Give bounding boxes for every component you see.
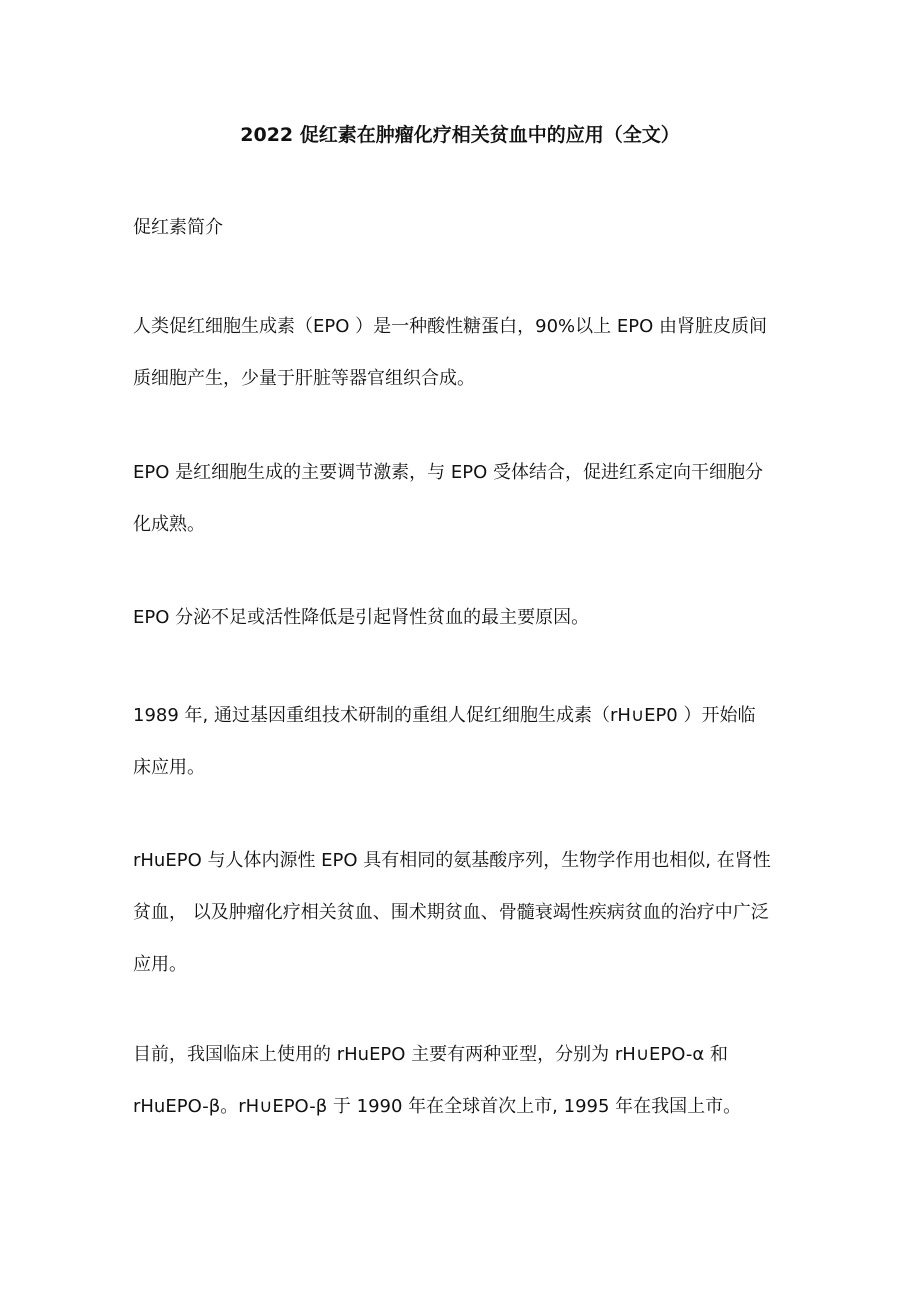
document-title: 2022 促红素在肿瘤化疗相关贫血中的应用（全文）	[240, 124, 680, 146]
paragraph-epo-definition	[133, 312, 813, 394]
paragraph-line: 床应用。	[133, 757, 205, 778]
paragraph-line: rHuEPO-β。rH∪EPO-β 于 1990 年在全球首次上市, 1995 年在我国上市。	[133, 1096, 742, 1117]
paragraph-line: 贫血， 以及肿瘤化疗相关贫血、围术期贫血、骨髓衰竭性疾病贫血的治疗中广泛	[133, 902, 769, 923]
paragraph-line: 人类促红细胞生成素（EPO ）是一种酸性糖蛋白，90%以上 EPO 由肾脏皮质间	[133, 316, 767, 337]
paragraph-line: 应用。	[133, 954, 187, 975]
paragraph-line: 1989 年, 通过基因重组技术研制的重组人促红细胞生成素（rH∪EP0 ）开始临	[133, 705, 756, 726]
paragraph-epo-function	[133, 458, 813, 540]
paragraph-rhuepo-applications	[133, 846, 813, 980]
paragraph-rhuepo-history	[133, 701, 813, 783]
paragraph-line: 目前，我国临床上使用的 rHuEPO 主要有两种亚型，分别为 rH∪EPO-α 和	[133, 1044, 728, 1065]
paragraph-line: rHuEPO 与人体内源性 EPO 具有相同的氨基酸序列，生物学作用也相似, 在肾性	[133, 850, 771, 871]
paragraph-rhuepo-subtypes	[133, 1040, 813, 1122]
section-heading: 促红素简介	[133, 217, 223, 238]
paragraph-line: EPO 是红细胞生成的主要调节激素，与 EPO 受体结合，促进红系定向干细胞分	[133, 462, 763, 483]
paragraph-renal-anemia	[133, 603, 813, 633]
paragraph-line: EPO 分泌不足或活性降低是引起肾性贫血的最主要原因。	[133, 607, 590, 628]
paragraph-line: 化成熟。	[133, 514, 205, 535]
paragraph-line: 质细胞产生，少量于肝脏等器官组织合成。	[133, 368, 475, 389]
